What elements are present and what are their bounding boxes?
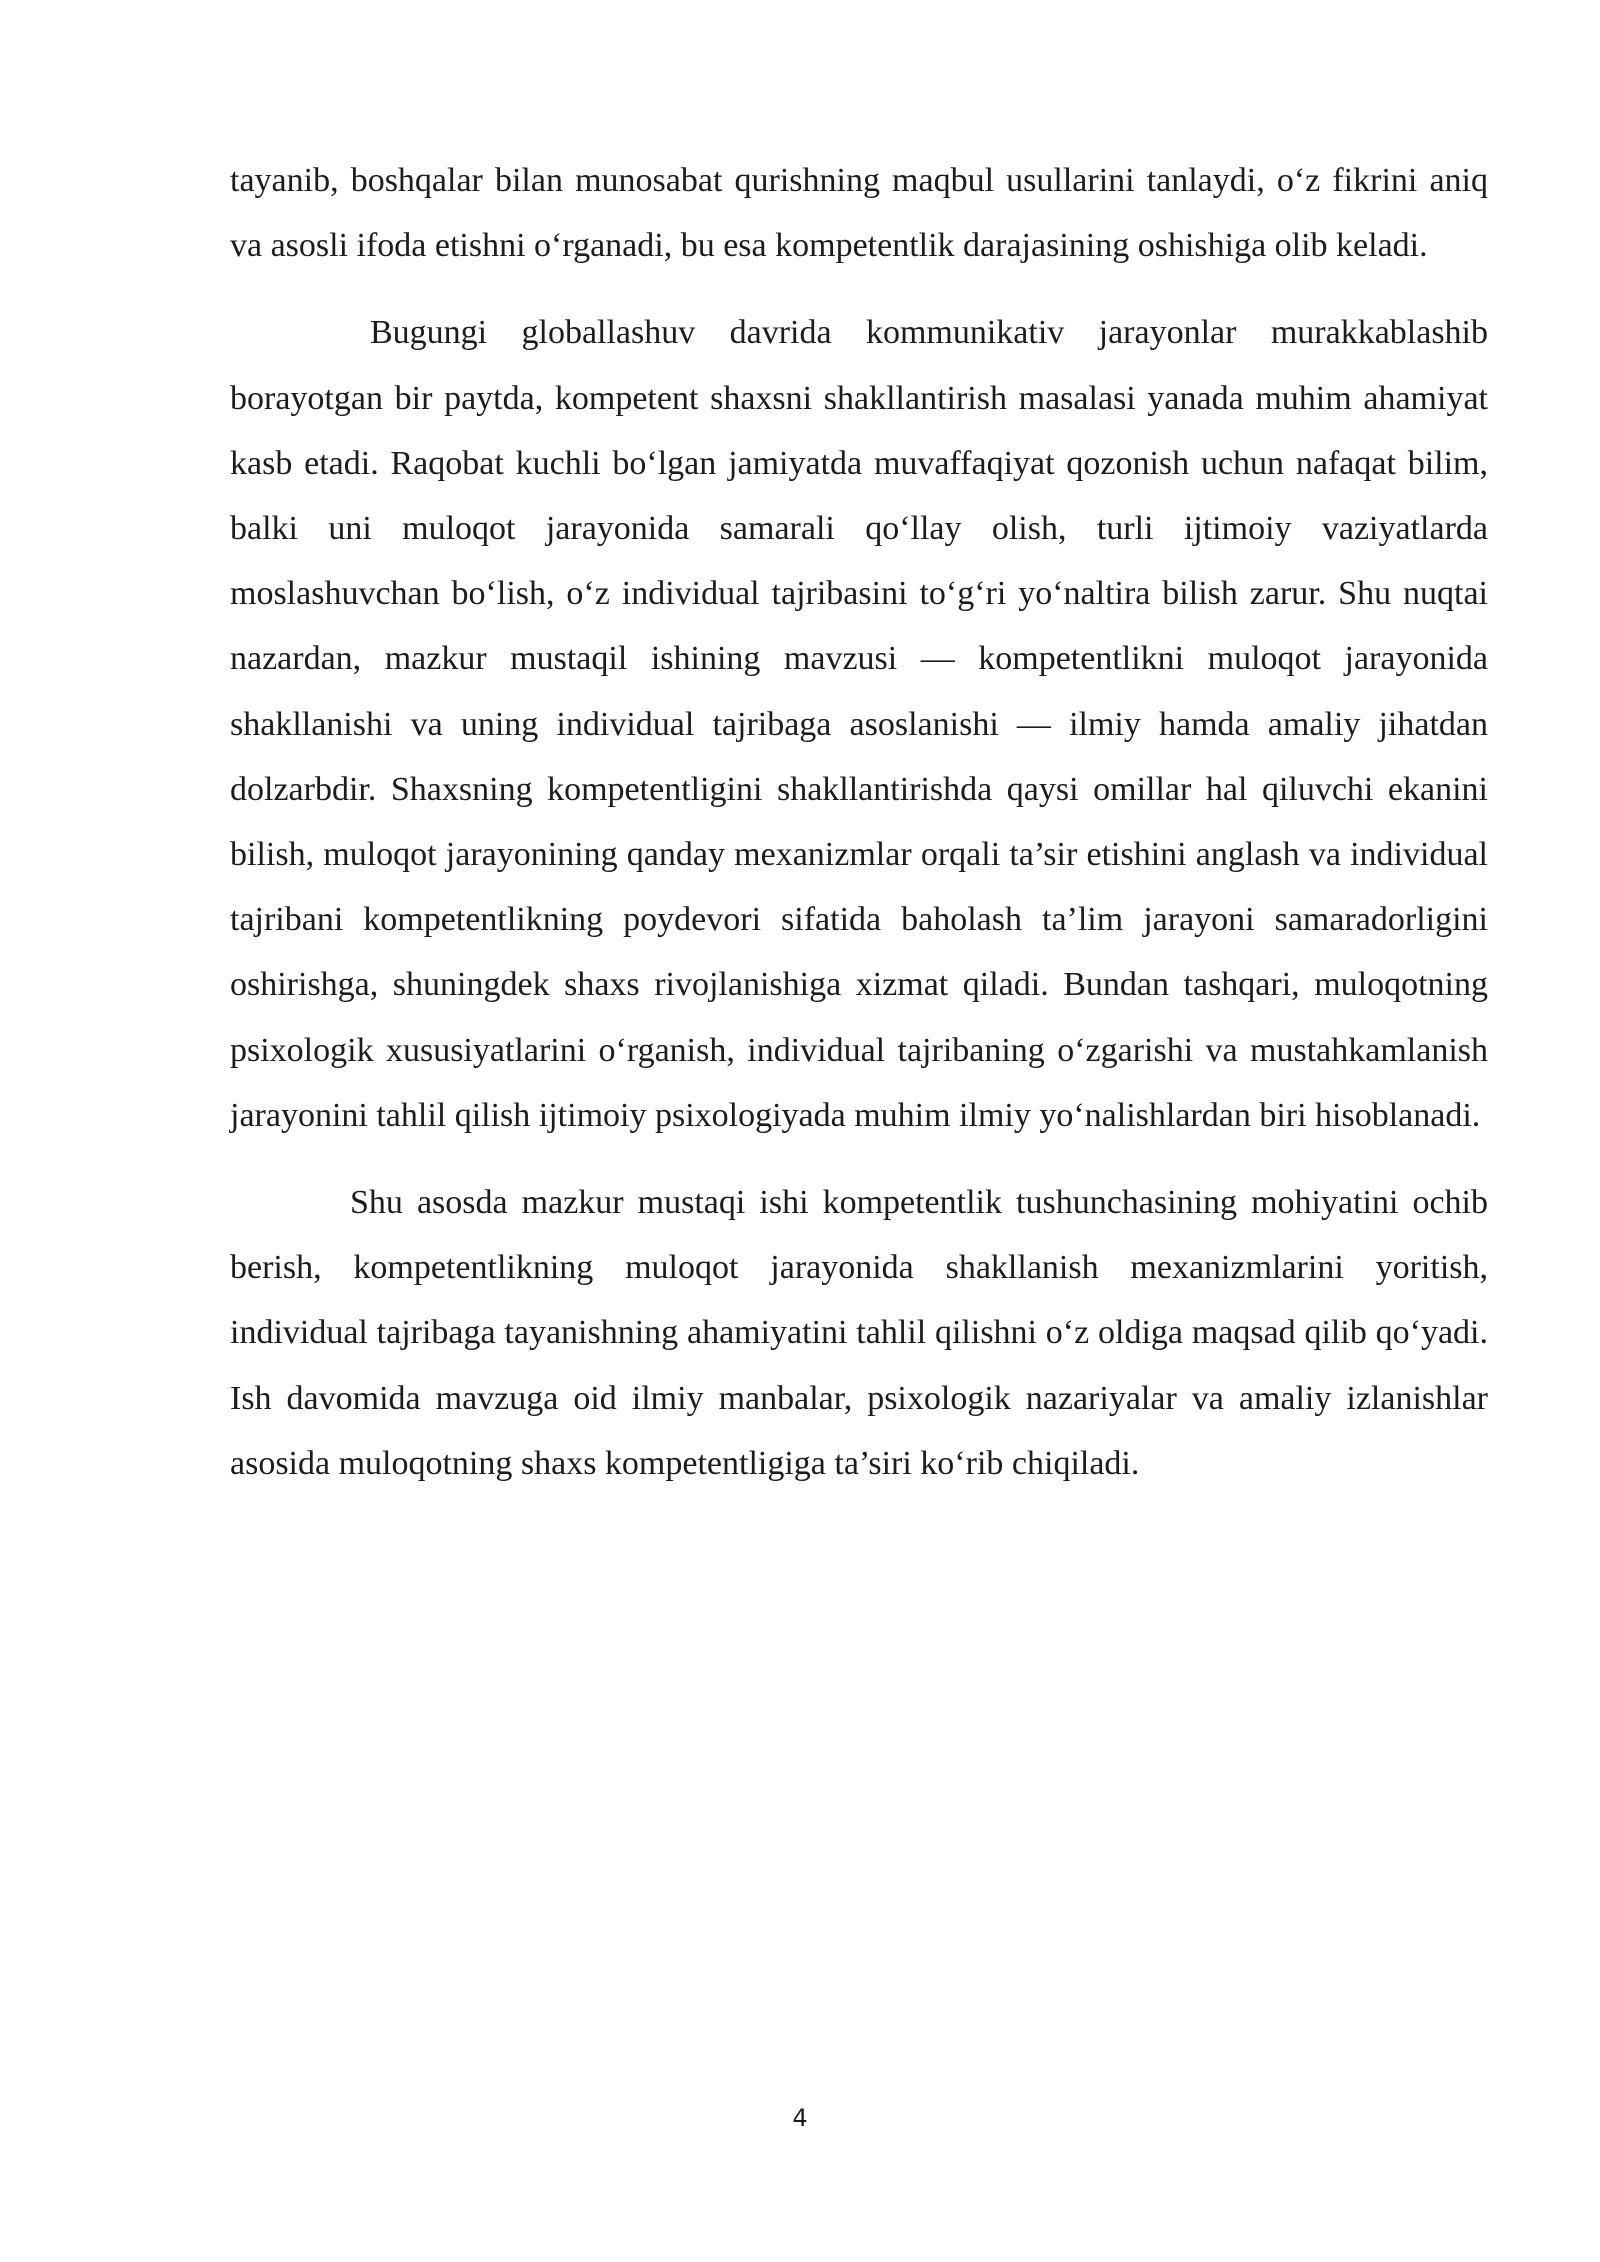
paragraph-continuation: tayanib, boshqalar bilan munosabat qurishning maqbul usullarini tanlaydi, o‘z fikrini aniq va asosli ifoda etishni o‘rganadi, bu esa kompetentlik darajasining oshishiga olib keladi. (230, 162, 1488, 265)
paragraph-purpose: Shu asosda mazkur mustaqi ishi kompetentlik tushunchasining mohiyatini ochib berish, kompetentlikning muloqot jarayonida shakllanish mexanizmlarini yoritish, individual tajribaga tayanishning ahamiyatini tahlil qilishni o‘z oldiga maqsad qilib qo‘yadi. Ish davomida mavzuga oid ilmiy manbalar, psixologik nazariyalar va amaliy izlanishlar asosida muloqotning shaxs kompetentligiga ta’siri ko‘rib chiqiladi. (230, 1184, 1488, 1482)
paragraph-relevance: Bugungi globallashuv davrida kommunikativ jarayonlar murakkablashib borayotgan bir paytda, kompetent shaxsni shakllantirish masalasi yanada muhim ahamiyat kasb etadi. Raqobat kuchli bo‘lgan jamiyatda muvaffaqiyat qozonish uchun nafaqat bilim, balki uni muloqot jarayonida samarali qo‘llay olish, turli ijtimoiy vaziyatlarda moslashuvchan bo‘lish, o‘z individual tajribasini to‘g‘ri yo‘naltira bilish zarur. Shu nuqtai nazardan, mazkur mustaqil ishining mavzusi — kompetentlikni muloqot jarayonida shakllanishi va uning individual tajribaga asoslanishi — ilmiy hamda amaliy jihatdan dolzarbdir. Shaxsning kompetentligini shakllantirishda qaysi omillar hal qiluvchi ekanini bilish, muloqot jarayonining qanday mexanizmlar orqali ta’sir etishini anglash va individual tajribani kompetentlikning poydevori sifatida baholash ta’lim jarayoni samaradorligini oshirishga, shuningdek shaxs rivojlanishiga xizmat qiladi. Bundan tashqari, muloqotning psixologik xususiyatlarini o‘rganish, individual tajribaning o‘zgarishi va mustahkamlanish jarayonini tahlil qilish ijtimoiy psixologiyada muhim ilmiy yo‘nalishlardan biri hisoblanadi. (230, 314, 1488, 1134)
page-number: 4 (792, 2104, 808, 2132)
body-text (230, 148, 1488, 1496)
